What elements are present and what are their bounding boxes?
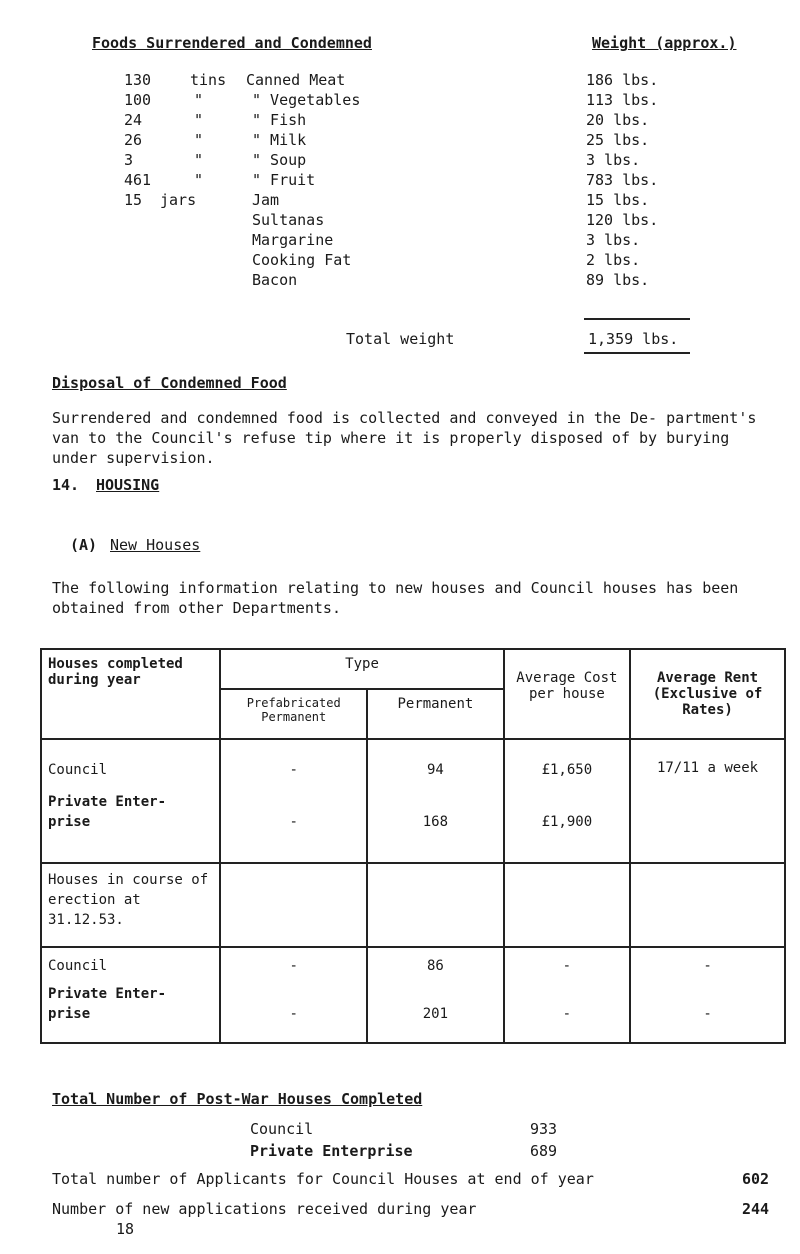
food-item: Cooking Fat — [252, 251, 352, 269]
food-weight: 3 lbs. — [586, 231, 641, 249]
cell-prefab-erection — [220, 947, 367, 1043]
empty-cell — [504, 863, 630, 947]
food-row — [116, 130, 776, 150]
cell-cost — [504, 739, 630, 863]
total-value: 1,359 lbs. — [588, 330, 679, 348]
totals-private-value: 689 — [530, 1142, 558, 1160]
food-item: Bacon — [252, 271, 298, 289]
empty-cell — [367, 863, 504, 947]
value-rent-council-erection: - — [703, 958, 712, 974]
value-cost-council: £1,650 — [541, 762, 593, 778]
value-rent-private-erection: - — [703, 1006, 712, 1022]
food-qty: 3 — [124, 151, 134, 169]
value-cost-private: £1,900 — [541, 814, 593, 830]
row-label-council: Council — [48, 762, 108, 778]
header-completed: Houses completed during year — [41, 649, 220, 739]
food-weight: 120 lbs. — [586, 211, 659, 229]
food-weight: 89 lbs. — [586, 271, 650, 289]
value-cost-council-erection: - — [562, 958, 572, 974]
value-permanent-council-erection: 86 — [426, 958, 444, 974]
food-unit: " — [194, 131, 204, 149]
header-permanent: Permanent — [367, 689, 504, 739]
food-qty: 26 — [124, 131, 143, 149]
value-prefab-council: - — [289, 762, 298, 778]
food-qty: 24 — [124, 111, 143, 129]
food-item: " Milk — [252, 131, 307, 149]
new-houses-heading: New Houses — [110, 536, 201, 554]
food-weight: 783 lbs. — [586, 171, 659, 189]
food-row — [116, 110, 776, 130]
new-applications-value: 244 — [742, 1200, 770, 1218]
totals-council-value: 933 — [530, 1120, 558, 1138]
section-number: 14. — [52, 476, 80, 494]
food-row — [116, 90, 776, 110]
food-unit: " — [194, 151, 204, 169]
food-row — [116, 70, 776, 90]
disposal-heading: Disposal of Condemned Food — [52, 374, 287, 392]
food-weight: 20 lbs. — [586, 111, 650, 129]
total-label: Total weight — [346, 330, 455, 348]
food-qty: 100 — [124, 91, 152, 109]
new-applications-label: Number of new applications received during year — [52, 1200, 477, 1218]
header-type: Type — [220, 649, 503, 689]
row-label-private: Private Enter- prise — [48, 794, 167, 830]
food-item: " Vegetables — [252, 91, 361, 109]
page-number: 18 — [116, 1220, 135, 1238]
food-row — [116, 190, 776, 210]
food-item: Canned Meat — [246, 71, 346, 89]
food-item: " Fruit — [252, 171, 316, 189]
food-unit: " — [194, 91, 204, 109]
value-prefab-council-erection: - — [289, 958, 298, 974]
value-prefab-private: - — [289, 814, 298, 830]
total-rule — [584, 318, 690, 320]
applicants-value: 602 — [742, 1170, 770, 1188]
row-erection-labels — [41, 947, 220, 1043]
food-unit: " — [194, 111, 204, 129]
header-cost: Average Cost per house — [504, 649, 630, 739]
value-permanent-private-erection: 201 — [422, 1006, 449, 1022]
cell-permanent-erection — [367, 947, 504, 1043]
food-row — [116, 210, 776, 230]
food-qty: 461 — [124, 171, 152, 189]
food-weight: 15 lbs. — [586, 191, 650, 209]
value-prefab-private-erection: - — [289, 1006, 298, 1022]
cell-cost-erection — [504, 947, 630, 1043]
applicants-label: Total number of Applicants for Council Houses at end of year — [52, 1170, 594, 1188]
row-label-erection: Houses in course of erection at 31.12.53. — [41, 863, 220, 947]
cell-rent — [630, 739, 785, 863]
disposal-text: Surrendered and condemned food is collected and conveyed in the De- partment's van to the Council's refuse tip where it is properly disposed of by burying under supervision. — [52, 409, 757, 467]
totals-council-label: Council — [250, 1120, 314, 1138]
food-unit: " — [194, 171, 204, 189]
food-weight: 186 lbs. — [586, 71, 659, 89]
value-permanent-private: 168 — [422, 814, 449, 830]
food-unit: tins — [190, 71, 227, 89]
total-double-rule — [584, 352, 690, 354]
cell-rent-erection — [630, 947, 785, 1043]
totals-heading: Total Number of Post-War Houses Completed — [52, 1090, 423, 1108]
food-weight: 25 lbs. — [586, 131, 650, 149]
food-row — [116, 150, 776, 170]
row-completed-labels — [41, 739, 220, 863]
header-prefab: Prefabricated Permanent — [220, 689, 367, 739]
food-unit: jars — [160, 191, 197, 209]
value-cost-private-erection: - — [562, 1006, 572, 1022]
food-row — [116, 250, 776, 270]
food-header-right: Weight (approx.) — [592, 34, 737, 52]
food-header-left: Foods Surrendered and Condemned — [92, 34, 372, 52]
food-qty: 15 — [124, 191, 143, 209]
food-qty: 130 — [124, 71, 152, 89]
row-label-private-erection: Private Enter- prise — [48, 986, 167, 1022]
food-row — [116, 270, 776, 290]
housing-heading: HOUSING — [96, 476, 160, 494]
food-item: Margarine — [252, 231, 334, 249]
value-permanent-council: 94 — [426, 762, 444, 778]
food-weight: 2 lbs. — [586, 251, 641, 269]
cell-permanent — [367, 739, 504, 863]
subsection-label: (A) — [70, 536, 98, 554]
food-weight: 3 lbs. — [586, 151, 641, 169]
empty-cell — [630, 863, 785, 947]
housing-intro: The following information relating to new houses and Council houses has been obtained from other Departments. — [52, 579, 739, 617]
food-item: Jam — [252, 191, 280, 209]
food-row — [116, 170, 776, 190]
food-row — [116, 230, 776, 250]
header-rent: Average Rent (Exclusive of Rates) — [630, 649, 785, 739]
food-item: " Fish — [252, 111, 307, 129]
totals-private-label: Private Enterprise — [250, 1142, 413, 1160]
food-item: Sultanas — [252, 211, 325, 229]
value-rent-council: 17/11 a week — [656, 760, 759, 776]
food-list — [116, 70, 776, 290]
cell-prefab — [220, 739, 367, 863]
food-item: " Soup — [252, 151, 307, 169]
housing-table — [40, 648, 786, 1044]
empty-cell — [220, 863, 367, 947]
row-label-council-erection: Council — [48, 958, 108, 974]
food-weight: 113 lbs. — [586, 91, 659, 109]
